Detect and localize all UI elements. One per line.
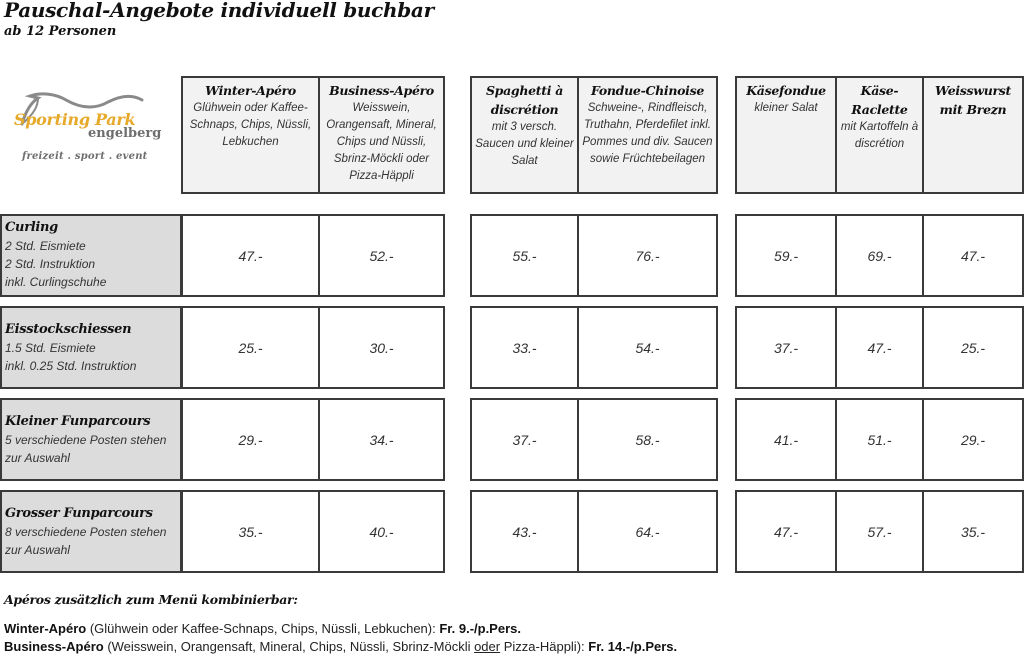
- activity-description: 5 verschiedene Posten stehen: [5, 433, 167, 447]
- price-cell: [924, 216, 1022, 295]
- price-cell: [472, 216, 579, 295]
- price-cell: [579, 400, 716, 479]
- logo-tagline: freizeit . sport . event: [22, 151, 148, 162]
- price-value: 35.-: [960, 523, 986, 540]
- price-value: 57.-: [867, 523, 892, 540]
- column-header: [320, 78, 443, 192]
- price-cell: [837, 400, 924, 479]
- price-value: 25.-: [238, 339, 263, 356]
- activity-title: Curling: [5, 220, 58, 235]
- price-cell: [737, 492, 837, 571]
- column-title: Käsefondue: [746, 83, 826, 98]
- price-cell: [472, 308, 579, 387]
- activity-description: 2 Std. Instruktion: [5, 257, 96, 271]
- column-description: Weisswein, Orangensaft, Mineral, Chips und Nüssli, Sbrinz-Möckli oder Pizza-Häppli: [326, 102, 437, 182]
- column-title: Winter-Apéro: [205, 83, 296, 98]
- footer-item-name: Winter-Apéro: [4, 621, 87, 636]
- price-group: [181, 398, 445, 481]
- activity-description: zur Auswahl: [5, 543, 70, 557]
- activity-description: inkl. Curlingschuhe: [5, 275, 107, 289]
- price-group: [181, 214, 445, 297]
- price-group: [470, 490, 718, 573]
- column-title: Business-Apéro: [329, 83, 434, 98]
- price-cell: [924, 492, 1022, 571]
- column-header: [837, 78, 924, 192]
- header-group-cheese: [735, 76, 1024, 194]
- column-title: Spaghetti à discrétion: [485, 83, 564, 117]
- price-value: 69.-: [867, 247, 892, 264]
- price-cell: [472, 492, 579, 571]
- price-cell: [320, 308, 443, 387]
- column-title: Käse-Raclette: [851, 83, 908, 117]
- footer-item-detail: (Glühwein oder Kaffee-Schnaps, Chips, Nüssli, Lebkuchen):: [86, 621, 440, 636]
- price-cell: [183, 400, 320, 479]
- price-cell: [924, 400, 1022, 479]
- sporting-park-logo: [8, 88, 168, 170]
- column-description: Glühwein oder Kaffee-Schnaps, Chips, Nüssli, Lebkuchen: [189, 102, 312, 148]
- column-header: [924, 78, 1022, 192]
- price-value: 37.-: [773, 339, 799, 356]
- page-title: Pauschal-Angebote individuell buchbar: [4, 0, 434, 22]
- footer-item-detail: Pizza-Häppli):: [500, 639, 589, 654]
- price-cell: [579, 216, 716, 295]
- footer-line-winter: [4, 621, 521, 636]
- price-value: 51.-: [867, 431, 892, 448]
- row-label: [0, 306, 182, 389]
- price-cell: [837, 216, 924, 295]
- price-value: 43.-: [512, 523, 537, 540]
- price-group: [735, 490, 1024, 573]
- price-group: [470, 398, 718, 481]
- price-cell: [924, 308, 1022, 387]
- footer-item-name: Business-Apéro: [4, 639, 104, 654]
- activity-description: 2 Std. Eismiete: [5, 239, 86, 253]
- footer-item-detail: (Weisswein, Orangensaft, Mineral, Chips, Nüssli, Sbrinz-Möckli: [103, 639, 475, 654]
- row-label: [0, 398, 182, 481]
- column-title: Fondue-Chinoise: [590, 83, 705, 98]
- row-label: [0, 490, 182, 573]
- column-header: [737, 78, 837, 192]
- activity-title: Eisstockschiessen: [5, 322, 132, 337]
- price-cell: [183, 216, 320, 295]
- activity-title: Grosser Funparcours: [5, 506, 153, 521]
- column-description: kleiner Salat: [754, 102, 818, 114]
- price-cell: [837, 492, 924, 571]
- page-subtitle: ab 12 Personen: [4, 24, 117, 39]
- price-value: 25.-: [960, 339, 986, 356]
- price-cell: [183, 492, 320, 571]
- price-cell: [737, 400, 837, 479]
- price-group: [181, 490, 445, 573]
- column-title: Weisswurst mit Brezn: [934, 83, 1012, 117]
- price-cell: [737, 308, 837, 387]
- price-cell: [320, 492, 443, 571]
- price-cell: [579, 492, 716, 571]
- price-cell: [579, 308, 716, 387]
- activity-title: Kleiner Funparcours: [5, 414, 151, 429]
- price-value: 64.-: [635, 523, 660, 540]
- price-value: 55.-: [512, 247, 537, 264]
- price-group: [181, 306, 445, 389]
- price-value: 76.-: [635, 247, 660, 264]
- price-value: 35.-: [238, 523, 263, 540]
- price-cell: [320, 216, 443, 295]
- activity-description: 8 verschiedene Posten stehen: [5, 525, 167, 539]
- footer-line-business: [4, 639, 677, 654]
- price-group: [735, 398, 1024, 481]
- price-value: 47.-: [238, 247, 263, 264]
- price-value: 47.-: [960, 247, 986, 264]
- price-value: 37.-: [512, 431, 537, 448]
- footer-heading: Apéros zusätzlich zum Menü kombinierbar:: [4, 592, 298, 607]
- price-value: 47.-: [867, 339, 892, 356]
- activity-description: zur Auswahl: [5, 451, 70, 465]
- price-cell: [320, 400, 443, 479]
- price-cell: [472, 400, 579, 479]
- column-header: [183, 78, 320, 192]
- logo-location: engelberg: [88, 126, 162, 141]
- price-group: [470, 306, 718, 389]
- header-group-main: [470, 76, 718, 194]
- price-value: 33.-: [512, 339, 537, 356]
- footer-item-price: Fr. 14.-/p.Pers.: [588, 639, 678, 654]
- price-value: 40.-: [369, 523, 394, 540]
- price-value: 47.-: [773, 523, 799, 540]
- column-header: [472, 78, 579, 192]
- activity-description: inkl. 0.25 Std. Instruktion: [5, 359, 137, 373]
- price-value: 29.-: [238, 431, 263, 448]
- price-group: [735, 306, 1024, 389]
- column-description: mit 3 versch. Saucen und kleiner Salat: [475, 121, 574, 167]
- price-value: 52.-: [369, 247, 394, 264]
- footer-item-price: Fr. 9.-/p.Pers.: [439, 621, 521, 636]
- price-value: 30.-: [369, 339, 394, 356]
- logo-name: Sporting Park: [14, 110, 136, 129]
- activity-description: 1.5 Std. Eismiete: [5, 341, 96, 355]
- price-value: 34.-: [369, 431, 394, 448]
- footer-item-detail-underlined: oder: [474, 639, 501, 654]
- price-group: [470, 214, 718, 297]
- price-cell: [183, 308, 320, 387]
- column-header: [579, 78, 716, 192]
- column-description: Schweine-, Rindfleisch, Truthahn, Pferdefilet inkl. Pommes und div. Saucen sowie Früchtebeilagen: [582, 102, 713, 165]
- price-value: 41.-: [773, 431, 799, 448]
- header-group-apero: [181, 76, 445, 194]
- column-description: mit Kartoffeln à discrétion: [840, 121, 919, 150]
- price-value: 58.-: [635, 431, 660, 448]
- price-cell: [737, 216, 837, 295]
- row-label: [0, 214, 182, 297]
- price-value: 59.-: [773, 247, 799, 264]
- price-value: 54.-: [635, 339, 660, 356]
- price-value: 29.-: [960, 431, 986, 448]
- price-cell: [837, 308, 924, 387]
- price-group: [735, 214, 1024, 297]
